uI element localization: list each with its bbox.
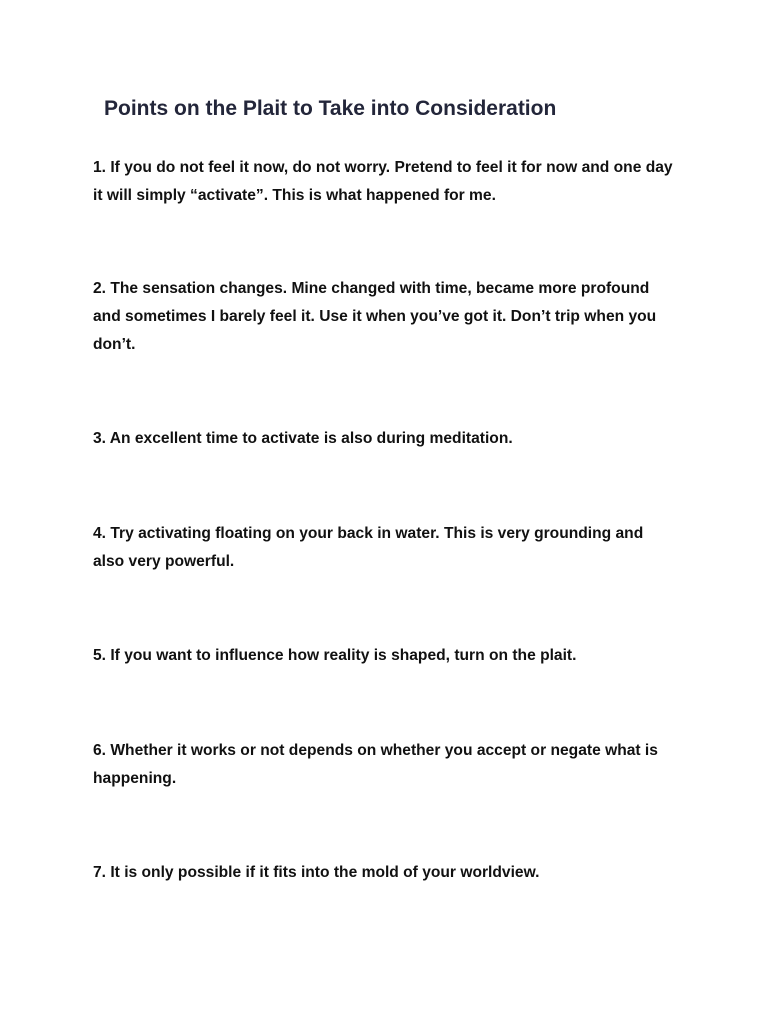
list-item-3: 3. An excellent time to activate is also during meditation. (93, 430, 513, 447)
list-item-4: 4. Try activating floating on your back in water. This is very grounding and also very powerful. (93, 525, 644, 570)
list-item-6: 6. Whether it works or not depends on whether you accept or negate what is happening. (93, 742, 658, 787)
page-title: Points on the Plait to Take into Consideration (104, 97, 557, 120)
list-item-2: 2. The sensation changes. Mine changed with time, became more profound and sometimes I barely feel it. Use it when you’ve got it. Don’t trip when you don’t. (93, 280, 657, 353)
list-item-7: 7. It is only possible if it fits into the mold of your worldview. (93, 864, 540, 881)
list-item-5: 5. If you want to influence how reality is shaped, turn on the plait. (93, 647, 577, 664)
list-item-1: 1. If you do not feel it now, do not worry. Pretend to feel it for now and one day it will simply “activate”. This is what happened for me. (93, 159, 673, 204)
